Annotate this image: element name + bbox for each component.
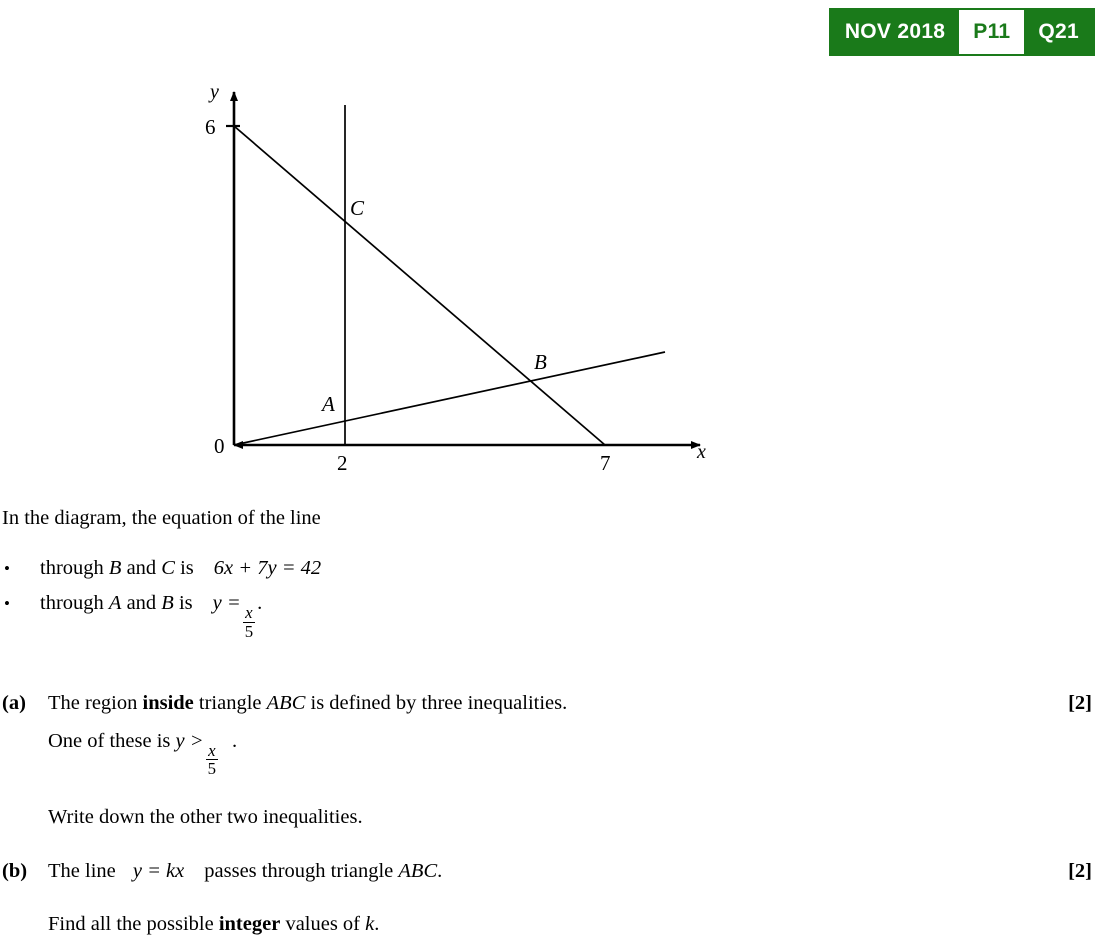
point-label-c: C: [350, 196, 365, 220]
part-b-text-4: Find all the possible: [48, 913, 219, 936]
part-b-text-1: The line: [48, 859, 121, 882]
part-b-label: (b): [2, 859, 28, 882]
bullet-2-eq-lhs: y =: [212, 592, 241, 615]
bullet-item-2: [0, 590, 1100, 640]
question-body: [0, 505, 1100, 939]
badge-paper: P11: [959, 10, 1024, 54]
fraction-x-over-5: [243, 604, 255, 640]
origin-label: 0: [214, 434, 225, 458]
part-a-marks: [2]: [1068, 692, 1092, 715]
bullet-marker: •: [4, 594, 10, 614]
fraction-x-over-5: [206, 742, 218, 778]
part-a-body: [48, 690, 1100, 831]
fraction-numerator: x: [208, 740, 216, 760]
badge-session: NOV 2018: [844, 20, 946, 43]
y-tick-label-6: 6: [205, 115, 216, 139]
bullet-1-text: [40, 555, 1100, 583]
graph-svg: [0, 60, 760, 480]
part-a-text-3: is defined by three inequalities.: [305, 692, 568, 715]
part-a-bold-inside: inside: [142, 692, 194, 715]
bullet-2-point-b: B: [161, 592, 174, 615]
fraction-denominator: 5: [207, 759, 216, 779]
part-b-body: [48, 858, 1100, 939]
bullet-2-lead: through: [40, 592, 109, 615]
part-a-inequality: y >: [175, 730, 204, 753]
bullet-1-lead: through: [40, 556, 109, 579]
part-b: [0, 858, 1100, 939]
part-a-text-4: One of these is: [48, 730, 176, 753]
part-b-bold-integer: integer: [218, 913, 281, 936]
part-a-instruction: Write down the other two inequalities.: [48, 806, 363, 829]
part-b-text-6: .: [374, 913, 380, 936]
bullet-2-eq-tail: .: [257, 592, 263, 615]
bullet-1-is: is: [174, 556, 194, 579]
line-bc: [234, 126, 605, 445]
part-b-text-5: values of: [280, 913, 366, 936]
bullet-2-is: is: [173, 592, 193, 615]
part-a: [0, 690, 1100, 831]
part-a-text-5: .: [232, 730, 238, 753]
fraction-denominator: 5: [244, 621, 254, 641]
part-b-triangle-abc: ABC: [398, 859, 438, 882]
part-b-text-3: .: [437, 859, 443, 882]
bullet-1-point-b: B: [108, 556, 122, 579]
part-a-line-2: [48, 728, 1100, 778]
part-a-line-1: [48, 690, 1100, 718]
point-label-a: A: [322, 392, 335, 416]
intro-text: In the diagram, the equation of the line: [2, 507, 321, 529]
part-b-marks: [2]: [1068, 859, 1092, 882]
line-ab: [234, 352, 665, 445]
bullet-2-mid: and: [121, 592, 162, 615]
part-b-text-2: passes through triangle: [204, 859, 399, 882]
bullet-1-point-c: C: [161, 556, 175, 579]
part-a-triangle-abc: ABC: [266, 692, 306, 715]
fraction-numerator: x: [245, 603, 253, 623]
part-b-variable-k: k: [365, 913, 375, 936]
x-axis-label: x: [697, 441, 706, 463]
bullet-1-mid: and: [121, 556, 162, 579]
bullet-2-point-a: A: [108, 592, 122, 615]
bullet-marker: •: [4, 558, 10, 578]
part-a-label: (a): [2, 692, 26, 715]
bullet-1-equation: 6x + 7y = 42: [213, 556, 322, 579]
part-b-line-1: [48, 858, 1100, 886]
question-reference-badge: [829, 8, 1095, 56]
x-tick-label-7: 7: [600, 451, 611, 475]
bullet-item-1: [0, 555, 1100, 583]
part-a-text-2: triangle: [193, 692, 267, 715]
y-axis-label: y: [210, 81, 219, 103]
graph-diagram: [0, 60, 760, 480]
bullet-2-text: [40, 590, 1100, 640]
part-a-text-1: The region: [48, 692, 143, 715]
part-b-equation: y = kx: [132, 859, 185, 882]
x-tick-label-2: 2: [337, 451, 348, 475]
point-label-b: B: [534, 350, 547, 374]
badge-question: Q21: [1038, 20, 1079, 43]
